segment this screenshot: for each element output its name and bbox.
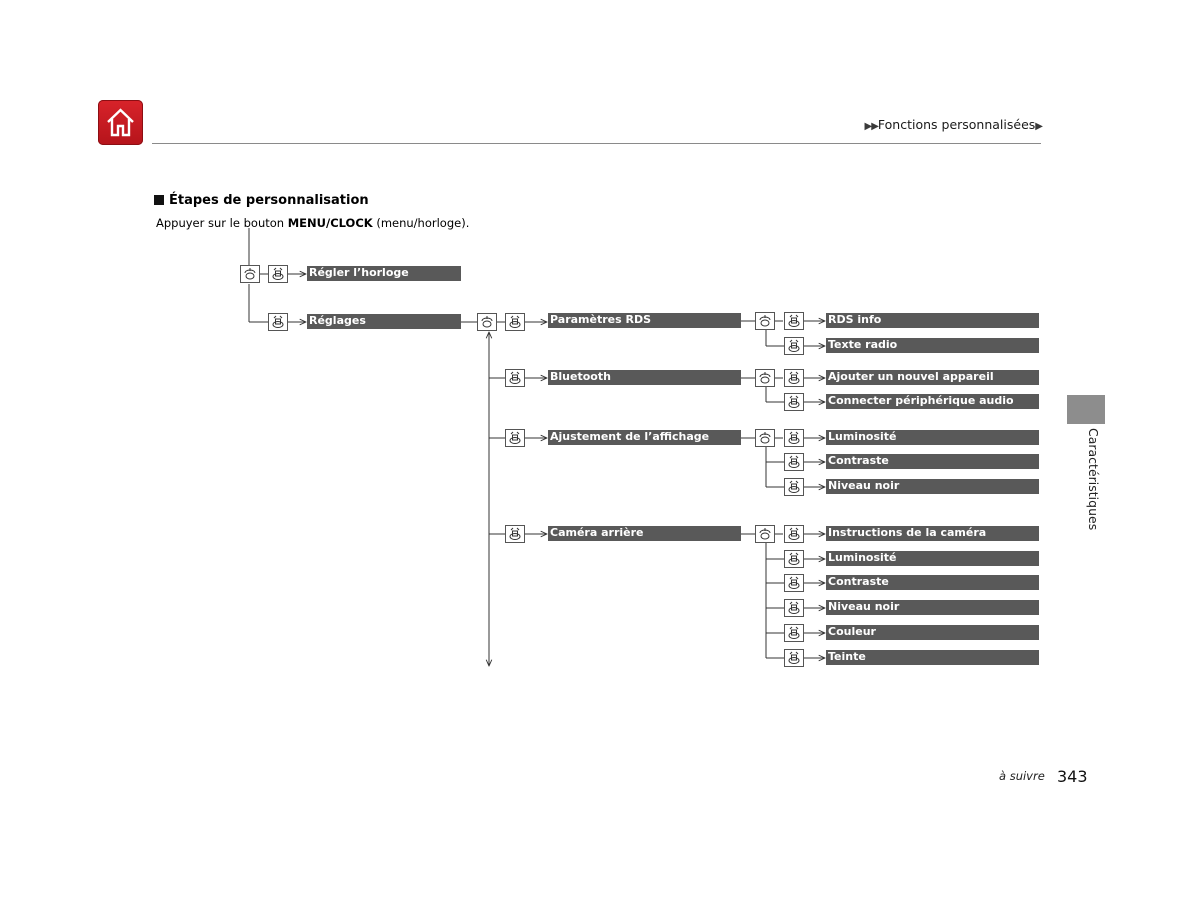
knob-press-icon — [240, 265, 260, 283]
knob-rotate-icon — [784, 429, 804, 447]
chapter-label: Caractéristiques — [1086, 428, 1101, 531]
knob-press-icon — [755, 369, 775, 387]
knob-rotate-icon — [784, 550, 804, 568]
continue-note: à suivre — [999, 769, 1045, 783]
knob-rotate-icon — [505, 525, 525, 543]
knob-rotate-icon — [784, 393, 804, 411]
instruction-button-name: MENU/CLOCK — [287, 216, 373, 230]
label-display-contraste: Contraste — [826, 454, 1039, 469]
label-display-luminosite: Luminosité — [826, 430, 1039, 445]
knob-rotate-icon — [784, 649, 804, 667]
knob-rotate-icon — [784, 453, 804, 471]
knob-rotate-icon — [784, 574, 804, 592]
chapter-tab[interactable] — [1067, 395, 1105, 424]
label-texte-radio: Texte radio — [826, 338, 1039, 353]
knob-rotate-icon — [784, 478, 804, 496]
label-camera-luminosite: Luminosité — [826, 551, 1039, 566]
label-connecter-audio: Connecter périphérique audio — [826, 394, 1039, 409]
label-camera-teinte: Teinte — [826, 650, 1039, 665]
knob-press-icon — [755, 429, 775, 447]
knob-rotate-icon — [784, 337, 804, 355]
label-display-niveau-noir: Niveau noir — [826, 479, 1039, 494]
knob-press-icon — [755, 312, 775, 330]
instruction-before: Appuyer sur le bouton — [156, 216, 288, 230]
knob-rotate-icon — [784, 525, 804, 543]
breadcrumb-link[interactable]: Fonctions personnalisées — [877, 117, 1036, 132]
page-number: 343 — [1057, 767, 1088, 786]
knob-rotate-icon — [784, 369, 804, 387]
knob-rotate-icon — [268, 313, 288, 331]
breadcrumb-arrows: ▶▶ — [864, 121, 878, 132]
label-reglages: Réglages — [307, 314, 461, 329]
label-camera-arriere: Caméra arrière — [548, 526, 741, 541]
knob-rotate-icon — [505, 429, 525, 447]
label-parametres-rds: Paramètres RDS — [548, 313, 741, 328]
label-regler-horloge: Régler l’horloge — [307, 266, 461, 281]
breadcrumb-arrow-end: ▶ — [1035, 121, 1042, 132]
knob-press-icon — [755, 525, 775, 543]
instruction-after: (menu/horloge). — [372, 216, 470, 230]
label-bluetooth: Bluetooth — [548, 370, 741, 385]
knob-rotate-icon — [784, 312, 804, 330]
label-rds-info: RDS info — [826, 313, 1039, 328]
label-ajustement-affichage: Ajustement de l’affichage — [548, 430, 741, 445]
label-camera-niveau-noir: Niveau noir — [826, 600, 1039, 615]
knob-press-icon — [477, 313, 497, 331]
label-camera-instructions: Instructions de la caméra — [826, 526, 1039, 541]
knob-rotate-icon — [784, 599, 804, 617]
label-camera-couleur: Couleur — [826, 625, 1039, 640]
section-title-text: Étapes de personnalisation — [169, 193, 369, 208]
knob-rotate-icon — [268, 265, 288, 283]
knob-rotate-icon — [784, 624, 804, 642]
knob-rotate-icon — [505, 369, 525, 387]
label-ajouter-appareil: Ajouter un nouvel appareil — [826, 370, 1039, 385]
label-camera-contraste: Contraste — [826, 575, 1039, 590]
knob-rotate-icon — [505, 313, 525, 331]
